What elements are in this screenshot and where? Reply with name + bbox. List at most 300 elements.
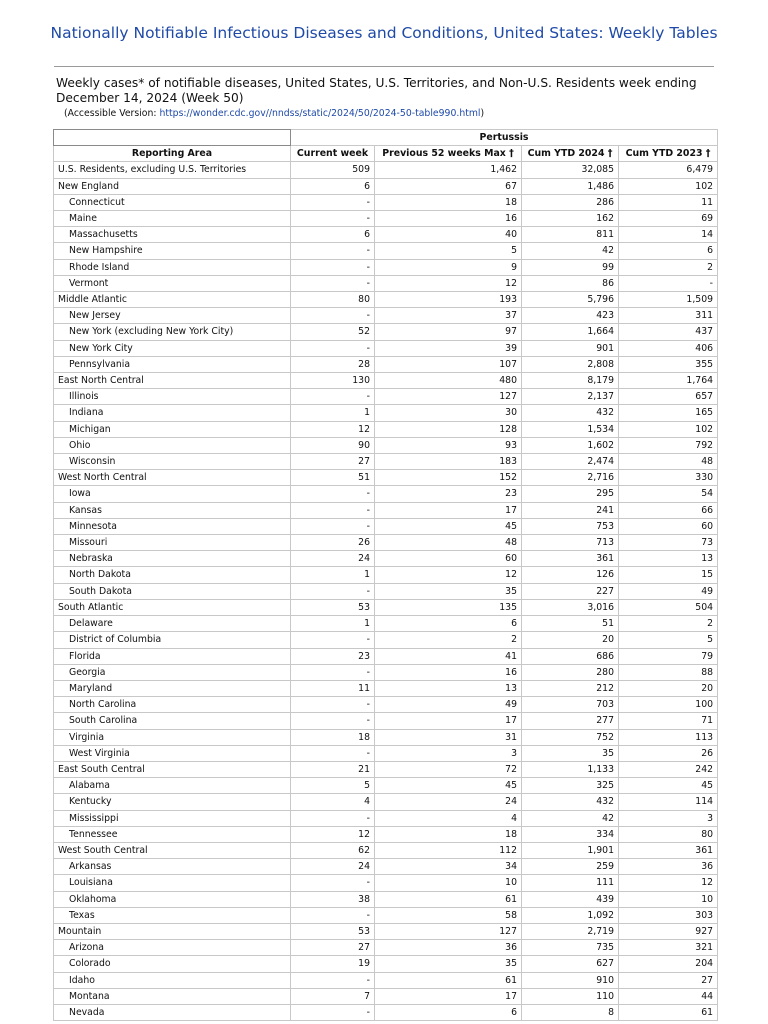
area-cell: New Jersey xyxy=(54,308,291,324)
area-cell: Alabama xyxy=(54,778,291,794)
cum-ytd-2024-cell: 2,716 xyxy=(522,470,619,486)
area-cell: Nevada xyxy=(54,1004,291,1020)
current-week-cell: 4 xyxy=(291,794,375,810)
cum-ytd-2024-cell: 1,092 xyxy=(522,907,619,923)
cum-ytd-2023-cell: 69 xyxy=(619,211,718,227)
cum-ytd-2023-cell: 303 xyxy=(619,907,718,923)
area-cell: U.S. Residents, excluding U.S. Territories xyxy=(54,162,291,178)
current-week-cell: 509 xyxy=(291,162,375,178)
current-week-cell: 18 xyxy=(291,729,375,745)
table-row xyxy=(54,778,718,794)
current-week-cell: - xyxy=(291,518,375,534)
cum-ytd-2024-cell: 334 xyxy=(522,826,619,842)
cum-ytd-2024-cell: 111 xyxy=(522,875,619,891)
cum-ytd-2023-cell: 361 xyxy=(619,842,718,858)
prev-52-max-cell: 13 xyxy=(375,680,522,696)
area-cell: New York (excluding New York City) xyxy=(54,324,291,340)
current-week-cell: - xyxy=(291,697,375,713)
prev-52-max-cell: 12 xyxy=(375,567,522,583)
cum-ytd-2024-cell: 32,085 xyxy=(522,162,619,178)
cum-ytd-2024-cell: 1,486 xyxy=(522,178,619,194)
current-week-cell: - xyxy=(291,308,375,324)
cum-ytd-2024-cell: 1,664 xyxy=(522,324,619,340)
area-cell: Maryland xyxy=(54,680,291,696)
prev-52-max-cell: 112 xyxy=(375,842,522,858)
area-cell: Idaho xyxy=(54,972,291,988)
current-week-cell: 12 xyxy=(291,826,375,842)
cum-ytd-2023-cell: 6,479 xyxy=(619,162,718,178)
prev-52-max-cell: 97 xyxy=(375,324,522,340)
cum-ytd-2023-cell: 14 xyxy=(619,227,718,243)
cum-ytd-2023-cell: 311 xyxy=(619,308,718,324)
prev-52-max-cell: 40 xyxy=(375,227,522,243)
cum-ytd-2023-cell: 61 xyxy=(619,1004,718,1020)
cum-ytd-2024-cell: 295 xyxy=(522,486,619,502)
cum-ytd-2024-cell: 86 xyxy=(522,275,619,291)
table-row xyxy=(54,502,718,518)
prev-52-max-cell: 36 xyxy=(375,940,522,956)
current-week-cell: - xyxy=(291,907,375,923)
current-week-cell: 90 xyxy=(291,437,375,453)
area-cell: Oklahoma xyxy=(54,891,291,907)
current-week-cell: - xyxy=(291,486,375,502)
current-week-cell: - xyxy=(291,745,375,761)
table-row xyxy=(54,875,718,891)
prev-52-max-cell: 127 xyxy=(375,923,522,939)
current-week-cell: 38 xyxy=(291,891,375,907)
cum-ytd-2024-cell: 1,602 xyxy=(522,437,619,453)
cum-ytd-2024-cell: 2,719 xyxy=(522,923,619,939)
cum-ytd-2024-cell: 423 xyxy=(522,308,619,324)
table-row xyxy=(54,1004,718,1020)
prev-52-max-cell: 16 xyxy=(375,664,522,680)
table-row xyxy=(54,389,718,405)
cum-ytd-2024-cell: 361 xyxy=(522,551,619,567)
col-header-current-week: Current week xyxy=(291,146,375,162)
cum-ytd-2024-cell: 686 xyxy=(522,648,619,664)
area-cell: Connecticut xyxy=(54,194,291,210)
table-row xyxy=(54,599,718,615)
cum-ytd-2023-cell: 102 xyxy=(619,421,718,437)
cum-ytd-2024-cell: 2,137 xyxy=(522,389,619,405)
current-week-cell: 1 xyxy=(291,567,375,583)
table-row xyxy=(54,551,718,567)
cum-ytd-2024-cell: 3,016 xyxy=(522,599,619,615)
area-cell: Middle Atlantic xyxy=(54,292,291,308)
current-week-cell: 27 xyxy=(291,454,375,470)
table-row xyxy=(54,794,718,810)
table-row xyxy=(54,437,718,453)
prev-52-max-cell: 3 xyxy=(375,745,522,761)
prev-52-max-cell: 17 xyxy=(375,713,522,729)
cum-ytd-2023-cell: 114 xyxy=(619,794,718,810)
area-cell: Arkansas xyxy=(54,859,291,875)
table-row xyxy=(54,518,718,534)
cum-ytd-2023-cell: 36 xyxy=(619,859,718,875)
area-cell: West Virginia xyxy=(54,745,291,761)
cum-ytd-2023-cell: 11 xyxy=(619,194,718,210)
prev-52-max-cell: 31 xyxy=(375,729,522,745)
table-row xyxy=(54,713,718,729)
cum-ytd-2023-cell: 165 xyxy=(619,405,718,421)
cum-ytd-2023-cell: 321 xyxy=(619,940,718,956)
area-cell: Rhode Island xyxy=(54,259,291,275)
area-cell: Georgia xyxy=(54,664,291,680)
table-row xyxy=(54,356,718,372)
cum-ytd-2023-cell: 406 xyxy=(619,340,718,356)
prev-52-max-cell: 152 xyxy=(375,470,522,486)
cum-ytd-2024-cell: 280 xyxy=(522,664,619,680)
area-cell: New England xyxy=(54,178,291,194)
group-header-row xyxy=(54,130,718,146)
area-cell: Vermont xyxy=(54,275,291,291)
cum-ytd-2024-cell: 703 xyxy=(522,697,619,713)
area-cell: East North Central xyxy=(54,373,291,389)
area-cell: Massachusetts xyxy=(54,227,291,243)
cum-ytd-2023-cell: 2 xyxy=(619,259,718,275)
current-week-cell: - xyxy=(291,194,375,210)
table-row xyxy=(54,259,718,275)
area-cell: Michigan xyxy=(54,421,291,437)
area-cell: Arizona xyxy=(54,940,291,956)
page-header xyxy=(50,0,718,67)
cum-ytd-2023-cell: 3 xyxy=(619,810,718,826)
current-week-cell: 1 xyxy=(291,616,375,632)
area-cell: Iowa xyxy=(54,486,291,502)
prev-52-max-cell: 5 xyxy=(375,243,522,259)
current-week-cell: - xyxy=(291,259,375,275)
cum-ytd-2024-cell: 910 xyxy=(522,972,619,988)
area-cell: Mountain xyxy=(54,923,291,939)
prev-52-max-cell: 24 xyxy=(375,794,522,810)
current-week-cell: - xyxy=(291,211,375,227)
cum-ytd-2024-cell: 286 xyxy=(522,194,619,210)
cum-ytd-2024-cell: 99 xyxy=(522,259,619,275)
table-row xyxy=(54,421,718,437)
cum-ytd-2024-cell: 241 xyxy=(522,502,619,518)
prev-52-max-cell: 39 xyxy=(375,340,522,356)
table-row xyxy=(54,664,718,680)
current-week-cell: 53 xyxy=(291,599,375,615)
area-cell: Pennsylvania xyxy=(54,356,291,372)
pertussis-table xyxy=(53,129,718,1021)
table-row xyxy=(54,826,718,842)
disease-group-header: Pertussis xyxy=(291,130,718,146)
cum-ytd-2023-cell: 792 xyxy=(619,437,718,453)
cum-ytd-2024-cell: 811 xyxy=(522,227,619,243)
accessible-version-link[interactable]: https://wonder.cdc.gov//nndss/static/2024/50/2024-50-table990.html xyxy=(159,108,481,119)
table-row xyxy=(54,923,718,939)
prev-52-max-cell: 67 xyxy=(375,178,522,194)
page-title[interactable]: Nationally Notifiable Infectious Diseases and Conditions, United States: Weekly Tables xyxy=(50,24,718,42)
area-cell: South Carolina xyxy=(54,713,291,729)
area-cell: Montana xyxy=(54,988,291,1004)
current-week-cell: 7 xyxy=(291,988,375,1004)
prev-52-max-cell: 480 xyxy=(375,373,522,389)
current-week-cell: - xyxy=(291,340,375,356)
area-cell: South Atlantic xyxy=(54,599,291,615)
cum-ytd-2023-cell: 10 xyxy=(619,891,718,907)
prev-52-max-cell: 127 xyxy=(375,389,522,405)
table-row xyxy=(54,907,718,923)
cum-ytd-2023-cell: 102 xyxy=(619,178,718,194)
prev-52-max-cell: 193 xyxy=(375,292,522,308)
area-cell: District of Columbia xyxy=(54,632,291,648)
area-cell: Tennessee xyxy=(54,826,291,842)
cum-ytd-2023-cell: 12 xyxy=(619,875,718,891)
cum-ytd-2023-cell: 504 xyxy=(619,599,718,615)
cum-ytd-2023-cell: 1,509 xyxy=(619,292,718,308)
cum-ytd-2023-cell: 44 xyxy=(619,988,718,1004)
current-week-cell: 19 xyxy=(291,956,375,972)
area-cell: Minnesota xyxy=(54,518,291,534)
table-row xyxy=(54,583,718,599)
cum-ytd-2023-cell: 355 xyxy=(619,356,718,372)
prev-52-max-cell: 183 xyxy=(375,454,522,470)
prev-52-max-cell: 6 xyxy=(375,616,522,632)
cum-ytd-2024-cell: 212 xyxy=(522,680,619,696)
area-cell: Mississippi xyxy=(54,810,291,826)
cum-ytd-2023-cell: 242 xyxy=(619,761,718,777)
prev-52-max-cell: 45 xyxy=(375,778,522,794)
cum-ytd-2024-cell: 51 xyxy=(522,616,619,632)
current-week-cell: - xyxy=(291,972,375,988)
prev-52-max-cell: 60 xyxy=(375,551,522,567)
accessible-suffix: ) xyxy=(480,108,485,119)
cum-ytd-2024-cell: 1,133 xyxy=(522,761,619,777)
table-row xyxy=(54,227,718,243)
table-row xyxy=(54,988,718,1004)
area-cell: Illinois xyxy=(54,389,291,405)
table-row xyxy=(54,275,718,291)
area-cell: Texas xyxy=(54,907,291,923)
cum-ytd-2024-cell: 227 xyxy=(522,583,619,599)
table-row xyxy=(54,648,718,664)
current-week-cell: 11 xyxy=(291,680,375,696)
cum-ytd-2024-cell: 753 xyxy=(522,518,619,534)
cum-ytd-2024-cell: 277 xyxy=(522,713,619,729)
table-row xyxy=(54,211,718,227)
cum-ytd-2024-cell: 110 xyxy=(522,988,619,1004)
area-cell: South Dakota xyxy=(54,583,291,599)
cum-ytd-2024-cell: 259 xyxy=(522,859,619,875)
current-week-cell: - xyxy=(291,1004,375,1020)
prev-52-max-cell: 34 xyxy=(375,859,522,875)
table-row xyxy=(54,842,718,858)
table-row xyxy=(54,454,718,470)
table-body xyxy=(54,162,718,1021)
table-row xyxy=(54,729,718,745)
cum-ytd-2024-cell: 42 xyxy=(522,243,619,259)
current-week-cell: - xyxy=(291,713,375,729)
current-week-cell: 28 xyxy=(291,356,375,372)
cum-ytd-2024-cell: 1,901 xyxy=(522,842,619,858)
cum-ytd-2023-cell: 657 xyxy=(619,389,718,405)
prev-52-max-cell: 61 xyxy=(375,891,522,907)
prev-52-max-cell: 17 xyxy=(375,502,522,518)
current-week-cell: 80 xyxy=(291,292,375,308)
prev-52-max-cell: 23 xyxy=(375,486,522,502)
area-cell: North Dakota xyxy=(54,567,291,583)
area-cell: Ohio xyxy=(54,437,291,453)
current-week-cell: 24 xyxy=(291,859,375,875)
prev-52-max-cell: 135 xyxy=(375,599,522,615)
cum-ytd-2023-cell: 927 xyxy=(619,923,718,939)
current-week-cell: 1 xyxy=(291,405,375,421)
table-row xyxy=(54,178,718,194)
area-cell: West North Central xyxy=(54,470,291,486)
table-row xyxy=(54,308,718,324)
prev-52-max-cell: 4 xyxy=(375,810,522,826)
area-cell: Indiana xyxy=(54,405,291,421)
prev-52-max-cell: 35 xyxy=(375,956,522,972)
prev-52-max-cell: 93 xyxy=(375,437,522,453)
current-week-cell: - xyxy=(291,243,375,259)
cum-ytd-2024-cell: 901 xyxy=(522,340,619,356)
table-row xyxy=(54,632,718,648)
cum-ytd-2023-cell: 13 xyxy=(619,551,718,567)
prev-52-max-cell: 18 xyxy=(375,194,522,210)
cum-ytd-2023-cell: - xyxy=(619,275,718,291)
table-row xyxy=(54,761,718,777)
table-row xyxy=(54,616,718,632)
prev-52-max-cell: 9 xyxy=(375,259,522,275)
table-row xyxy=(54,891,718,907)
cum-ytd-2023-cell: 330 xyxy=(619,470,718,486)
current-week-cell: 23 xyxy=(291,648,375,664)
current-week-cell: - xyxy=(291,583,375,599)
current-week-cell: - xyxy=(291,389,375,405)
table-row xyxy=(54,470,718,486)
cum-ytd-2023-cell: 15 xyxy=(619,567,718,583)
cum-ytd-2024-cell: 8,179 xyxy=(522,373,619,389)
cum-ytd-2023-cell: 437 xyxy=(619,324,718,340)
prev-52-max-cell: 18 xyxy=(375,826,522,842)
table-row xyxy=(54,340,718,356)
area-cell: Nebraska xyxy=(54,551,291,567)
cum-ytd-2023-cell: 79 xyxy=(619,648,718,664)
cum-ytd-2024-cell: 325 xyxy=(522,778,619,794)
prev-52-max-cell: 41 xyxy=(375,648,522,664)
prev-52-max-cell: 72 xyxy=(375,761,522,777)
area-cell: North Carolina xyxy=(54,697,291,713)
cum-ytd-2024-cell: 439 xyxy=(522,891,619,907)
current-week-cell: 53 xyxy=(291,923,375,939)
cum-ytd-2023-cell: 45 xyxy=(619,778,718,794)
cum-ytd-2024-cell: 20 xyxy=(522,632,619,648)
cum-ytd-2024-cell: 8 xyxy=(522,1004,619,1020)
area-cell: Florida xyxy=(54,648,291,664)
current-week-cell: 26 xyxy=(291,535,375,551)
cum-ytd-2024-cell: 42 xyxy=(522,810,619,826)
cum-ytd-2024-cell: 126 xyxy=(522,567,619,583)
cum-ytd-2024-cell: 752 xyxy=(522,729,619,745)
table-row xyxy=(54,243,718,259)
cum-ytd-2024-cell: 2,474 xyxy=(522,454,619,470)
table-row xyxy=(54,859,718,875)
table-row xyxy=(54,972,718,988)
table-row xyxy=(54,567,718,583)
cum-ytd-2023-cell: 113 xyxy=(619,729,718,745)
cum-ytd-2023-cell: 71 xyxy=(619,713,718,729)
current-week-cell: 52 xyxy=(291,324,375,340)
cum-ytd-2023-cell: 26 xyxy=(619,745,718,761)
table-caption: Weekly cases* of notifiable diseases, United States, U.S. Territories, and Non-U.S. Residents week ending December 14, 2024 (Week 50) xyxy=(56,76,697,105)
col-header-cum-ytd-2024: Cum YTD 2024 † xyxy=(522,146,619,162)
prev-52-max-cell: 12 xyxy=(375,275,522,291)
area-cell: Colorado xyxy=(54,956,291,972)
cum-ytd-2023-cell: 60 xyxy=(619,518,718,534)
prev-52-max-cell: 128 xyxy=(375,421,522,437)
cum-ytd-2023-cell: 27 xyxy=(619,972,718,988)
cum-ytd-2023-cell: 73 xyxy=(619,535,718,551)
area-cell: Wisconsin xyxy=(54,454,291,470)
area-cell: New York City xyxy=(54,340,291,356)
prev-52-max-cell: 16 xyxy=(375,211,522,227)
cum-ytd-2024-cell: 35 xyxy=(522,745,619,761)
table-row xyxy=(54,194,718,210)
cum-ytd-2024-cell: 735 xyxy=(522,940,619,956)
cum-ytd-2023-cell: 100 xyxy=(619,697,718,713)
current-week-cell: 51 xyxy=(291,470,375,486)
table-row xyxy=(54,956,718,972)
table-row xyxy=(54,940,718,956)
area-cell: Kentucky xyxy=(54,794,291,810)
area-cell: Missouri xyxy=(54,535,291,551)
cum-ytd-2023-cell: 6 xyxy=(619,243,718,259)
cum-ytd-2023-cell: 2 xyxy=(619,616,718,632)
current-week-cell: - xyxy=(291,502,375,518)
cum-ytd-2024-cell: 627 xyxy=(522,956,619,972)
table-row xyxy=(54,535,718,551)
table-row xyxy=(54,324,718,340)
current-week-cell: 6 xyxy=(291,178,375,194)
current-week-cell: - xyxy=(291,632,375,648)
accessible-version-note xyxy=(64,108,714,119)
empty-header-cell xyxy=(54,130,291,146)
cum-ytd-2023-cell: 20 xyxy=(619,680,718,696)
area-cell: New Hampshire xyxy=(54,243,291,259)
col-header-prev-52-max: Previous 52 weeks Max † xyxy=(375,146,522,162)
area-cell: Delaware xyxy=(54,616,291,632)
cum-ytd-2023-cell: 80 xyxy=(619,826,718,842)
current-week-cell: 6 xyxy=(291,227,375,243)
column-header-row xyxy=(54,146,718,162)
prev-52-max-cell: 30 xyxy=(375,405,522,421)
current-week-cell: - xyxy=(291,875,375,891)
current-week-cell: 21 xyxy=(291,761,375,777)
cum-ytd-2024-cell: 713 xyxy=(522,535,619,551)
table-row xyxy=(54,697,718,713)
cum-ytd-2024-cell: 2,808 xyxy=(522,356,619,372)
cum-ytd-2023-cell: 48 xyxy=(619,454,718,470)
prev-52-max-cell: 1,462 xyxy=(375,162,522,178)
table-row xyxy=(54,680,718,696)
current-week-cell: - xyxy=(291,810,375,826)
cum-ytd-2024-cell: 1,534 xyxy=(522,421,619,437)
prev-52-max-cell: 35 xyxy=(375,583,522,599)
area-cell: Virginia xyxy=(54,729,291,745)
current-week-cell: - xyxy=(291,664,375,680)
table-row xyxy=(54,162,718,178)
cum-ytd-2023-cell: 49 xyxy=(619,583,718,599)
accessible-prefix: (Accessible Version: xyxy=(64,108,160,119)
col-header-reporting-area: Reporting Area xyxy=(54,146,291,162)
table-row xyxy=(54,405,718,421)
prev-52-max-cell: 37 xyxy=(375,308,522,324)
cum-ytd-2023-cell: 204 xyxy=(619,956,718,972)
cum-ytd-2024-cell: 5,796 xyxy=(522,292,619,308)
